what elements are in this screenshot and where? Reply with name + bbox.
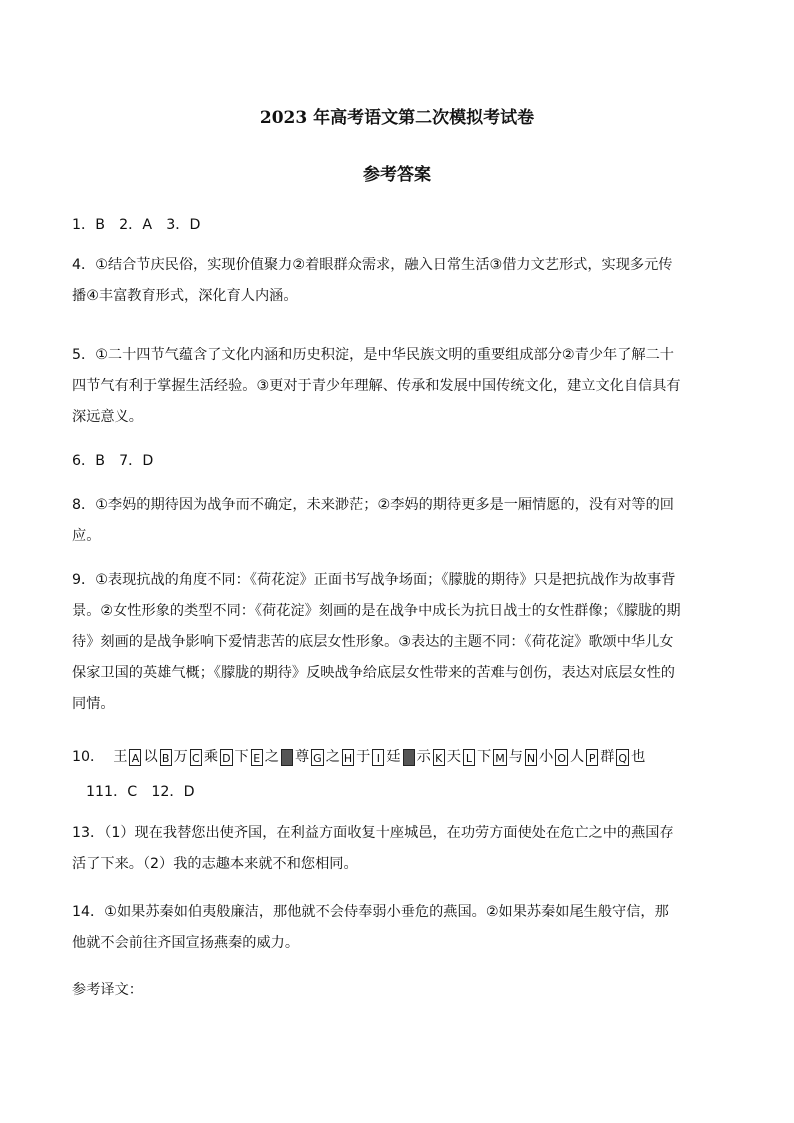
sequence-char: 尊 [294, 749, 310, 765]
sequence-char: 下 [234, 749, 249, 765]
page-title: 2023 年高考语文第二次模拟考试卷 [259, 108, 535, 128]
page-subtitle: 参考答案 [363, 165, 431, 185]
answer-10-sequence [112, 742, 646, 773]
answer-11-12: 111．C 12．D [86, 784, 195, 800]
sequence-box-m: M [493, 749, 507, 766]
sequence-char: 与 [508, 749, 523, 765]
sequence-box-d: D [220, 749, 232, 766]
sequence-char: 万 [173, 749, 188, 765]
answer-8: 8．①李妈的期待因为战争而不确定，未来渺茫；②李妈的期待更多是一厢情愿的，没有对等的回应。 [72, 497, 674, 544]
sequence-char: 之 [325, 749, 340, 765]
answer-4: 4．①结合节庆民俗，实现价值聚力②着眼群众需求，融入日常生活③借力文艺形式，实现多元传播④丰富教育形式，深化育人内涵。 [72, 257, 673, 304]
sequence-box-a: A [129, 749, 141, 766]
answer-6-7: 6．B 7．D [72, 453, 154, 469]
answer-13: 13．（1）现在我替您出使齐国，在利益方面收复十座城邑，在功劳方面使处在危亡之中的燕国存活了下来。（2）我的志趣本来就不和您相同。 [72, 825, 674, 872]
sequence-char: 群 [600, 749, 615, 765]
sequence-char: 之 [264, 749, 279, 765]
answer-10 [72, 742, 712, 773]
sequence-box-i: I [372, 749, 384, 766]
answer-9: 9．①表现抗战的角度不同：《荷花淀》正面书写战争场面；《朦胧的期待》只是把抗战作为故事背景。②女性形象的类型不同：《荷花淀》刻画的是在战争中成长为抗日战士的女性群像；《朦胧的期待》刻画的是战争影响下爱情悲苦的底层女性形象。③表达的主题不同：《荷花淀》歌颂中华儿女保家卫国的英雄气概；《朦胧的期待》反映战争给底层女性带来的苦难与创伤，表达对底层女性的同情。 [72, 572, 681, 712]
answer-14: 14．①如果苏秦如伯夷般廉洁，那他就不会侍奉弱小垂危的燕国。②如果苏秦如尾生般守信，那他就不会前往齐国宣扬燕秦的威力。 [72, 904, 669, 951]
sequence-box-f: F [281, 749, 293, 766]
sequence-char: 也 [631, 749, 646, 765]
answer-1-3: 1．B 2．A 3．D [72, 217, 201, 233]
sequence-box-p: P [586, 749, 598, 766]
sequence-char: 示 [416, 749, 431, 765]
answer-5: 5．①二十四节气蕴含了文化内涵和历史积淀，是中华民族文明的重要组成部分②青少年了解二十四节气有利于掌握生活经验。③更对于青少年理解、传承和发展中国传统文化，建立文化自信具有深远意义。 [72, 347, 681, 425]
sequence-box-q: Q [616, 749, 629, 766]
sequence-box-o: O [555, 749, 568, 766]
sequence-box-g: G [311, 749, 324, 766]
sequence-box-l: L [463, 749, 475, 766]
sequence-box-h: H [342, 749, 354, 766]
sequence-char: 人 [570, 749, 585, 765]
sequence-box-e: E [251, 749, 263, 766]
sequence-char: 王 [113, 749, 128, 765]
sequence-box-b: B [160, 749, 172, 766]
sequence-box-k: K [433, 749, 445, 766]
answer-10-label: 10． [72, 749, 105, 765]
sequence-char: 乘 [203, 749, 219, 765]
sequence-char: 天 [446, 749, 461, 765]
sequence-char: 以 [143, 749, 158, 765]
sequence-char: 小 [539, 749, 554, 765]
sequence-box-j: J [403, 749, 415, 766]
sequence-char: 廷 [386, 749, 401, 765]
sequence-box-n: N [525, 749, 537, 766]
translation-label: 参考译文： [72, 982, 143, 998]
sequence-char: 于 [356, 749, 371, 765]
sequence-box-c: C [190, 749, 202, 766]
sequence-char: 下 [476, 749, 492, 765]
